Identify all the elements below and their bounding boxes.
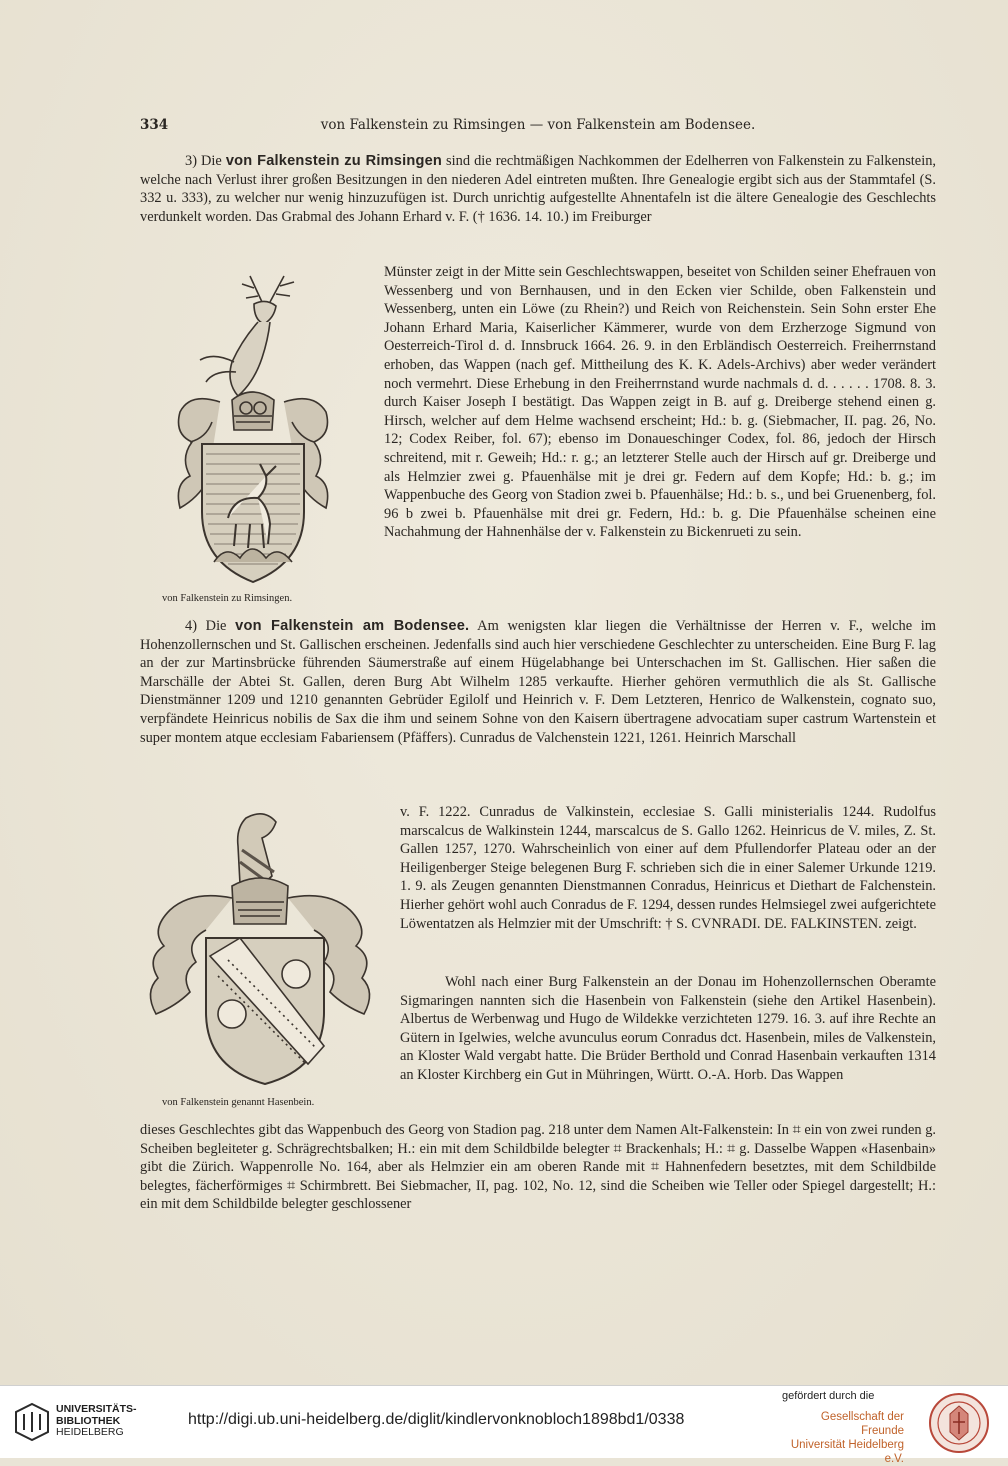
digitization-footer [0, 1385, 1008, 1465]
running-head: von Falkenstein zu Rimsingen — von Falkenstein am Bodensee. [320, 117, 756, 133]
ub-heidelberg-logo-icon [14, 1402, 50, 1442]
section4-name: von Falkenstein am Bodensee. [235, 618, 470, 634]
section3-beside-crest: Münster zeigt in der Mitte sein Geschlechtswappen, beseitet von Schilden seiner Ehefrauen von Wessenberg und von Bernhausen, und in den Ecken vier Schilde, oben Falkenstein und Wessenberg, unten ein Löwe (zu Rhein?) und Reich von Reichenstein. Sein Sohn erster Ehe Johann Erhard Maria, Kaiserlicher Kämmerer, wurde von dem Erzherzoge Sigmund von Oesterreich-Tirol d. d. Innsbruck 1664. 26. 9. in den Erbländisch Oesterreich. Freiherrnstand erhoben, das Wappen (nach gef. Mittheilung des K. K. Adels-Archivs) aber weder verändert noch vermehrt. Diese Erhebung in den Freiherrnstand wurde nachmals d. d. . . . . . 1708. 8. 3. durch Kaiser Joseph I bestätigt. Das Wappen zeigt in B. auf g. Dreiberge stehend einen g. Hirsch, welcher auf dem Helme wachsend erscheint; Hd.: b. g. (Siebmacher, II. pag. 26, No. 12; Codex Reiber, fol. 67); ebenso im Donaueschinger Codex, fol. 86, jedoch der Hirsch schreitend, mit r. Geweih; Hd.: r. g.; an letzterer Stelle auch der Hirsch auf gr. Dreiberge und als Helmzier zwei g. Pfauenhälse mit je drei gr. Federn auf dem Kopfe; Hd.: b. g.; im Wappenbuche des Georg von Stadion zwei b. Pfauenhälse; Hd.: b. s., und bei Gruenenberg, fol. 96 b zwei b. Pfauenhälse mit drei gr. Federn, Hd.: b. g. Die Pfauenhälse scheinen eine Nachahmung der Hahnenhälse der v. Falkenstein zu Bickenrueti zu sein. [384, 264, 936, 541]
sponsor-name: Gesellschaft der Freunde Universität Heidelberg e.V. [790, 1411, 904, 1465]
crest1-caption: von Falkenstein zu Rimsingen. [162, 593, 293, 604]
section3-name: von Falkenstein zu Rimsingen [225, 153, 443, 169]
crest2-caption: von Falkenstein genannt Hasenbein. [162, 1097, 315, 1108]
sponsor-label: gefördert durch die [782, 1390, 875, 1402]
section4-intro: 4) Die von Falkenstein am Bodensee. Am wenigsten klar liegen die Verhältnisse der Herren v. F., welche im Hohenzollernschen und St. Gallischen erscheinen. Jedenfalls sind auch hier verschiedene Geschlechter zu unterscheiden. Eine Burg F. lag an der zur Martinsbrücke führenden Säumerstraße auf einem Hügelabhange bei Unterschachen im St. Gallischen. Hier saßen die Marschälle der Abtei St. Gallen, deren Burg Abt Wilhelm 1285 verkaufte. Hierher gehören vermuthlich die als St. Gallische Dienstmänner 1209 und 1210 genannten Gebrüder Egilolf und Heinrich v. F. Dem Letzteren, Henrico de Walkenstein, cognato suo, verpfändete Heinricus nobilis de Sax die ihm und seinem Sohne von den Kaisern übertragene advocatiam super castrum Wartenstein et super montem atque ecclesiam Fabariensem (Pfäffers). Cunradus de Valchenstein 1221, 1261. Heinrich Marschall [140, 618, 936, 746]
library-name: UNIVERSITÄTS- BIBLIOTHEK HEIDELBERG [56, 1403, 137, 1438]
section3-intro: 3) Die von Falkenstein zu Rimsingen sind die rechtmäßigen Nachkommen der Edelherren von Falkenstein zu Falkenstein, welche nach Verlust ihrer großen Besitzungen in den niederen Adel eintreten mußten. Ihre Genealogie ergibt sich aus der Stammtafel (S. 332 u. 333), zu welcher nur wenig hinzuzufügen ist. Durch unrichtig aufgestellte Ahnentafeln ist die ältere Genealogie des Geschlechts verdunkelt worden. Das Grabmal des Johann Erhard v. F. († 1636. 14. 10.) im Freiburger [140, 153, 936, 225]
section4-closing: dieses Geschlechtes gibt das Wappenbuch des Georg von Stadion pag. 218 unter dem Namen Alt-Falkenstein: In ⌗ ein von zwei runden g. Scheiben begleiteter g. Schrägrechtsbalken; H.: ein mit dem Schildbilde belegter ⌗ Brackenhals; H.: ⌗ g. Dasselbe Wappen «Hasenbain» gibt die Zürich. Wappenrolle No. 164, aber als Helmzier ein am oberen Rande mit ⌗ Hahnenfedern besetztes, mit dem Schildbilde belegtes, fächerförmiges ⌗ Schirmbrett. Bei Siebmacher, II, pag. 102, No. 12, sind die Scheiben wie Teller oder Spiegel dargestellt; H.: ein mit dem Schildbilde belegter geschlossener [140, 1122, 936, 1213]
page-header [140, 117, 936, 137]
section4-beside-crest-1: v. F. 1222. Cunradus de Valkinstein, ecclesiae S. Galli ministerialis 1244. Rudolfus marscalcus de Walkinstein 1244, marscalcus de S. Gallo 1262. Heinricus de V. miles, Z. St. Gallen 1257, 1270. Wahrscheinlich von einer auf dem Pfullendorfer Plateau oder an der Heiligenberger Steige belegenen Burg F. schrieben sich die in einer Salemer Urkunde 1219. 1. 9. als Zeugen genannten Dienstmannen Conradus, Heinricus et Diethart de Falchenstein. Hierher gehört wohl auch Conradus de F. 1294, dessen rundes Helmsiegel zwei aufgerichtete Löwentatzen als Helmzier mit der Umschrift: † S. CVNRADI. DE. FALKINSTEN. zeigt. [400, 804, 936, 932]
university-seal-icon [928, 1392, 990, 1454]
permalink-url[interactable]: http://digi.ub.uni-heidelberg.de/diglit/kindlervonknobloch1898bd1/0338 [188, 1411, 685, 1428]
falkenstein-rimsingen-crest [150, 262, 355, 592]
falkenstein-hasenbein-crest [140, 806, 390, 1088]
page-number: 334 [140, 117, 169, 133]
section4-beside-crest-2: Wohl nach einer Burg Falkenstein an der Donau im Hohenzollernschen Oberamte Sigmaringen nannten sich die Hasenbein von Falkenstein (siehe den Artikel Hasenbein). Albertus de Werbenwag und Hugo de Wildekke verzichteten 1279. 16. 3. auf ihre Rechte an Gütern in Igelwies, welche avunculus eorum Conradus dct. Hasenbein, miles de Valkenstein, an Kloster Wald vergabt hatte. Die Brüder Berthold und Conrad Hasenbain verkauften 1314 an Kloster Kirchberg ein Gut in Mühringen, Württ. O.-A. Horb. Das Wappen [400, 974, 936, 1083]
